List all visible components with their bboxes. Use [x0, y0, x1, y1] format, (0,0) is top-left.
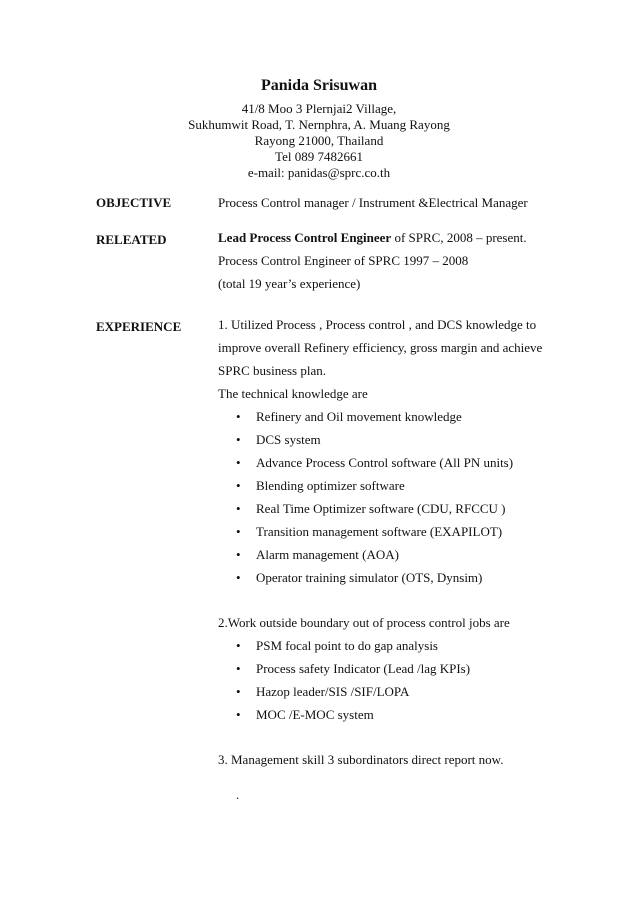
address-line: 41/8 Moo 3 Plernjai2 Village, — [241, 101, 397, 116]
bullet-icon: • — [236, 501, 241, 516]
list-item-text: Alarm management (AOA) — [256, 547, 399, 562]
list-item-text: Process safety Indicator (Lead /lag KPIs) — [256, 661, 471, 676]
list-item-text: Operator training simulator (OTS, Dynsim) — [256, 570, 483, 585]
list-item-text: Advance Process Control software (All PN units) — [256, 455, 514, 470]
list-item — [218, 474, 542, 497]
address-line: Sukhumwit Road, T. Nernphra, A. Muang Rayong — [188, 117, 450, 132]
bullet-icon: • — [236, 684, 241, 699]
list-item — [218, 680, 542, 703]
experience-section — [218, 313, 542, 771]
current-role: Lead Process Control Engineer — [218, 230, 392, 245]
related-section — [218, 226, 527, 295]
list-item-text: Hazop leader/SIS /SIF/LOPA — [256, 684, 410, 699]
experience-intro-line: 1. Utilized Process , Process control , and DCS knowledge to — [218, 317, 537, 332]
list-item — [218, 543, 542, 566]
phone-line: Tel 089 7482661 — [275, 149, 363, 164]
related-label: RELEATED — [96, 232, 167, 247]
bullet-icon: • — [236, 524, 241, 539]
bullet-icon: • — [236, 478, 241, 493]
current-role-period: of SPRC, 2008 – present. — [391, 230, 527, 245]
management-skill-line: 3. Management skill 3 subordinators direct report now. — [218, 752, 504, 767]
list-item-text: Refinery and Oil movement knowledge — [256, 409, 462, 424]
list-item — [218, 566, 542, 589]
list-item — [218, 428, 542, 451]
bullet-icon: • — [236, 455, 241, 470]
previous-role: Process Control Engineer of SPRC 1997 – 2008 — [218, 253, 469, 268]
technical-knowledge-list — [218, 405, 542, 589]
list-item-text: MOC /E-MOC system — [256, 707, 374, 722]
outside-boundary-heading: 2.Work outside boundary out of process control jobs are — [218, 615, 510, 630]
total-experience: (total 19 year’s experience) — [218, 276, 361, 291]
outside-boundary-list — [218, 634, 542, 726]
list-item — [218, 634, 542, 657]
list-item — [218, 405, 542, 428]
email-line: e-mail: panidas@sprc.co.th — [247, 165, 391, 180]
experience-intro-line: improve overall Refinery efficiency, gross margin and achieve — [218, 340, 543, 355]
experience-label: EXPERIENCE — [96, 319, 182, 334]
list-item — [218, 703, 542, 726]
list-item — [218, 657, 542, 680]
objective-text: Process Control manager / Instrument &Electrical Manager — [218, 195, 528, 210]
bullet-icon: • — [236, 409, 241, 424]
bullet-icon: • — [236, 432, 241, 447]
list-item — [218, 520, 542, 543]
bullet-icon: • — [236, 547, 241, 562]
related-line — [218, 226, 527, 249]
list-item — [218, 451, 542, 474]
list-item — [218, 497, 542, 520]
bullet-icon: • — [236, 661, 241, 676]
bullet-icon: • — [236, 570, 241, 585]
list-item-text: PSM focal point to do gap analysis — [256, 638, 438, 653]
experience-intro-line: SPRC business plan. — [218, 363, 326, 378]
contact-block — [0, 101, 638, 181]
list-item-text: Transition management software (EXAPILOT) — [256, 524, 503, 539]
experience-intro-line: The technical knowledge are — [218, 386, 368, 401]
list-item-text: Blending optimizer software — [256, 478, 405, 493]
bullet-icon: • — [236, 638, 241, 653]
objective-label: OBJECTIVE — [96, 195, 172, 210]
list-item-text: DCS system — [256, 432, 321, 447]
bullet-icon: • — [236, 707, 241, 722]
trailing-mark: . — [236, 787, 240, 802]
applicant-name: Panida Srisuwan — [260, 77, 378, 94]
list-item-text: Real Time Optimizer software (CDU, RFCCU ) — [256, 501, 506, 516]
address-line: Rayong 21000, Thailand — [254, 133, 384, 148]
